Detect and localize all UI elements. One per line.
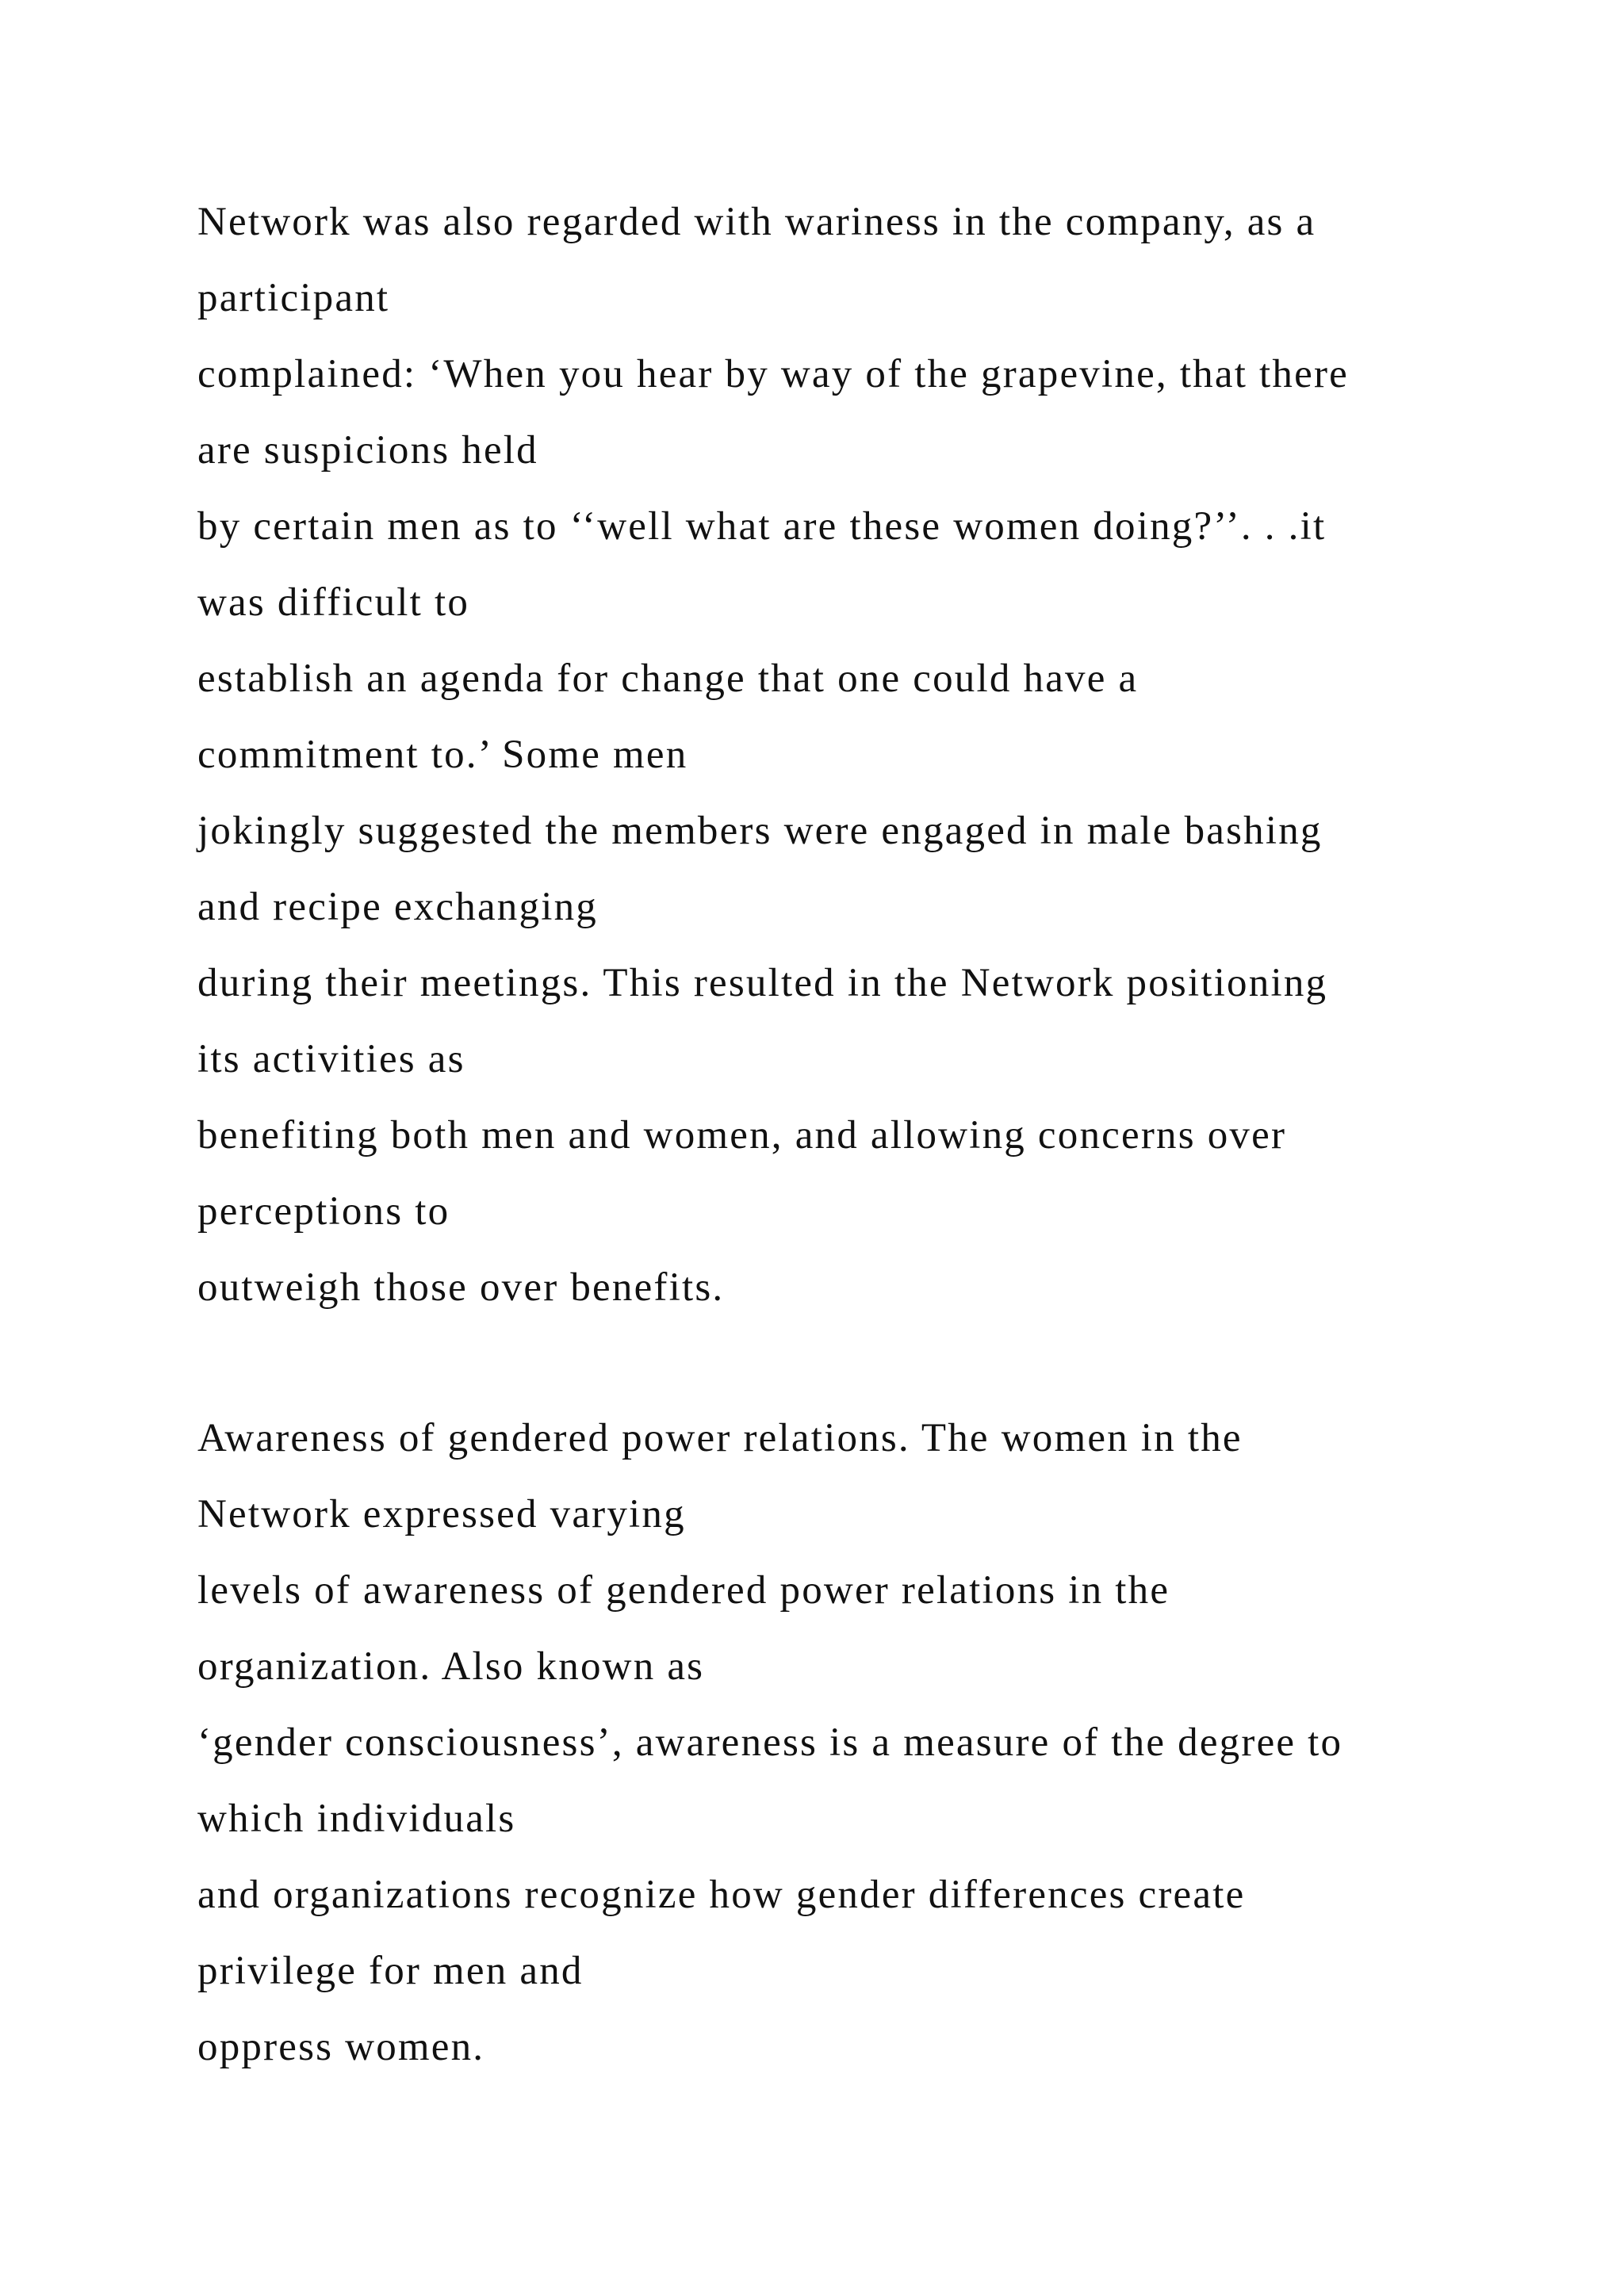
text-line: commitment to.’ Some men [197,733,688,777]
text-line: and recipe exchanging [197,885,598,929]
text-line: perceptions to [197,1189,450,1234]
text-line: Network expressed varying [197,1492,686,1536]
text-line: benefiting both men and women, and allowing concerns over [197,1113,1287,1158]
text-line: was difficult to [197,580,470,625]
text-line: by certain men as to ‘‘well what are these women doing?’’. . .it [197,504,1327,549]
text-line: jokingly suggested the members were engaged in male bashing [197,809,1323,853]
text-line: participant [197,276,390,320]
text-line: outweigh those over benefits. [197,1265,725,1310]
text-line: its activities as [197,1037,465,1081]
text-line: during their meetings. This resulted in the Network positioning [197,961,1328,1005]
text-line: Network was also regarded with wariness in the company, as a [197,200,1316,244]
text-line: privilege for men and [197,1949,584,1993]
text-line: Awareness of gendered power relations. The women in the [197,1416,1243,1460]
text-line: which individuals [197,1797,516,1841]
text-line: levels of awareness of gendered power relations in the [197,1568,1170,1613]
text-line: organization. Also known as [197,1644,705,1689]
text-line: ‘gender consciousness’, awareness is a measure of the degree to [197,1720,1343,1765]
text-line: complained: ‘When you hear by way of the grapevine, that there [197,352,1349,396]
text-line: establish an agenda for change that one could have a [197,656,1139,701]
paragraph-network-wariness [197,184,1349,1326]
text-line: oppress women. [197,2025,485,2069]
text-line: and organizations recognize how gender differences create [197,1873,1246,1917]
text-line: are suspicions held [197,428,538,473]
paragraph-gender-awareness [197,1400,1342,2085]
